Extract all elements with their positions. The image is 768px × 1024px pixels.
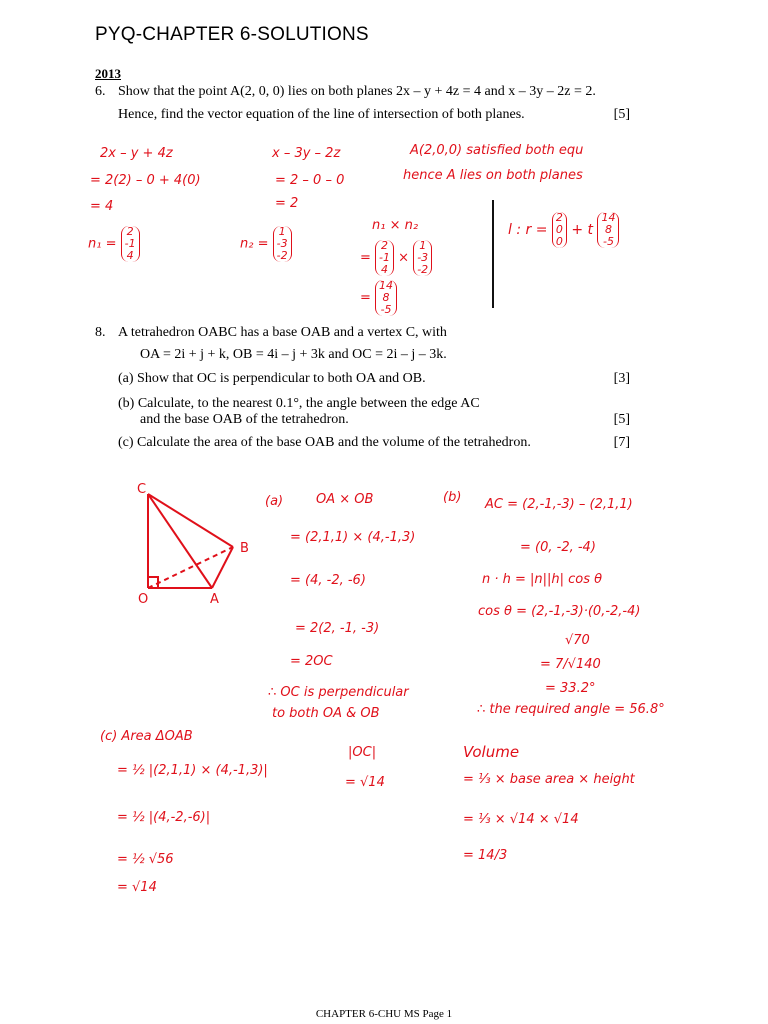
edge-ac: [148, 494, 212, 588]
work-text: A(2,0,0) satisfied both equ: [410, 143, 584, 158]
work-text: = 33.2°: [545, 681, 596, 696]
question-text-line: OA = 2i + j + k, OB = 4i – j + 3k and OC = 2i – j – 3k.: [140, 347, 447, 362]
question-part-b: and the base OAB of the tetrahedron.: [140, 412, 349, 427]
work-text: = ⅓ × base area × height: [463, 772, 635, 787]
marks: [7]: [613, 435, 630, 450]
tetrahedron-diagram: [148, 494, 233, 588]
work-text: = 2OC: [290, 654, 333, 669]
vertex-b-label: B: [240, 541, 249, 556]
work-text: x – 3y – 2z: [272, 146, 341, 161]
comp: -5: [603, 235, 614, 248]
work-text: ∴ the required angle = 56.8°: [477, 702, 665, 717]
comp: -5: [380, 303, 392, 316]
work-text: ∴ OC is perpendicular: [268, 685, 409, 700]
n1-label: n₁ =: [88, 236, 117, 252]
n2-label: n₂ =: [240, 236, 269, 252]
part-label: (c) Area ΔOAB: [100, 729, 193, 744]
work-text: Volume: [463, 743, 520, 761]
marks: [5]: [613, 107, 630, 122]
vertex-o-label: O: [138, 592, 149, 607]
work-text: = ½ √56: [117, 852, 174, 867]
work-text: = √14: [345, 775, 385, 790]
marks: [3]: [613, 371, 630, 386]
work-text: 2x – y + 4z: [100, 146, 173, 161]
question-text-line: A tetrahedron OABC has a base OAB and a vertex C, with: [118, 325, 447, 340]
comp: -3: [276, 237, 288, 250]
equals: =: [360, 290, 371, 306]
comp: -2: [417, 263, 429, 276]
year-label: 2013: [95, 66, 121, 81]
work-text: n · h = |n||h| cos θ: [482, 572, 603, 587]
cross-label: n₁ × n₂: [372, 218, 419, 233]
comp: 1: [419, 239, 427, 252]
comp: -1: [379, 251, 391, 264]
work-text: OA × OB: [316, 492, 374, 507]
question-number: 8.: [95, 325, 106, 340]
comp: 0: [555, 223, 563, 236]
work-text: √70: [565, 633, 590, 648]
work-text: = √14: [117, 880, 157, 895]
comp: 14: [379, 279, 394, 292]
question-part-a: (a) Show that OC is perpendicular to both OA and OB.: [118, 371, 426, 386]
work-text: hence A lies on both planes: [403, 168, 583, 183]
question-number: 6.: [95, 84, 106, 99]
edge-ob: [148, 547, 233, 588]
line-eq-b: + t: [571, 222, 594, 238]
comp: 4: [381, 263, 389, 276]
work-text: AC = (2,-1,-3) – (2,1,1): [485, 497, 633, 512]
question-text-line: Hence, find the vector equation of the line of intersection of both planes.: [118, 107, 525, 122]
comp: 14: [601, 211, 616, 224]
vertex-a-label: A: [210, 592, 219, 607]
work-text: cos θ = (2,-1,-3)·(0,-2,-4): [478, 604, 641, 619]
work-text: = 7/√140: [540, 657, 601, 672]
work-text: = 2(2) – 0 + 4(0): [90, 173, 201, 188]
comp: -2: [276, 249, 288, 262]
work-text: = (4, -2, -6): [290, 573, 366, 588]
work-text: = ½ |(4,-2,-6)|: [117, 810, 211, 825]
comp: -1: [124, 237, 136, 250]
page-footer: CHAPTER 6-CHU MS Page 1: [315, 1008, 453, 1020]
part-label: (b): [443, 490, 462, 505]
work-text: |OC|: [348, 745, 377, 760]
question-part-c: (c) Calculate the area of the base OAB and the volume of the tetrahedron.: [118, 435, 531, 450]
work-text: = 4: [90, 199, 114, 214]
question-text-line: Show that the point A(2, 0, 0) lies on both planes 2x – y + 4z = 4 and x – 3y – 2z = 2.: [118, 84, 596, 99]
work-text: = ½ |(2,1,1) × (4,-1,3)|: [117, 763, 268, 778]
comp: -3: [417, 251, 429, 264]
vertex-c-label: C: [137, 482, 147, 497]
work-text: = ⅓ × √14 × √14: [463, 812, 579, 827]
comp: 1: [278, 225, 286, 238]
part-label: (a): [265, 494, 284, 509]
work-text: = 2: [275, 196, 299, 211]
edge-bc: [148, 494, 233, 547]
comp: 2: [555, 211, 563, 224]
question-part-b: (b) Calculate, to the nearest 0.1°, the angle between the edge AC: [118, 396, 480, 411]
work-text: = (0, -2, -4): [520, 540, 596, 555]
work-text: = 2 – 0 – 0: [275, 173, 345, 188]
comp: 0: [555, 235, 563, 248]
comp: 4: [126, 249, 134, 262]
work-text: = (2,1,1) × (4,-1,3): [290, 530, 416, 545]
marks: [5]: [613, 412, 630, 427]
page-title: PYQ-CHAPTER 6-SOLUTIONS: [95, 24, 369, 45]
work-text: to both OA & OB: [272, 706, 380, 721]
equals: =: [360, 250, 371, 266]
work-text: = 14/3: [463, 848, 508, 863]
comp: 8: [604, 223, 612, 236]
comp: 2: [126, 225, 134, 238]
comp: 2: [381, 239, 389, 252]
line-eq-a: l : r =: [508, 222, 548, 238]
comp: 8: [382, 291, 390, 304]
work-text: = 2(2, -1, -3): [295, 621, 380, 636]
times: ×: [398, 250, 410, 266]
